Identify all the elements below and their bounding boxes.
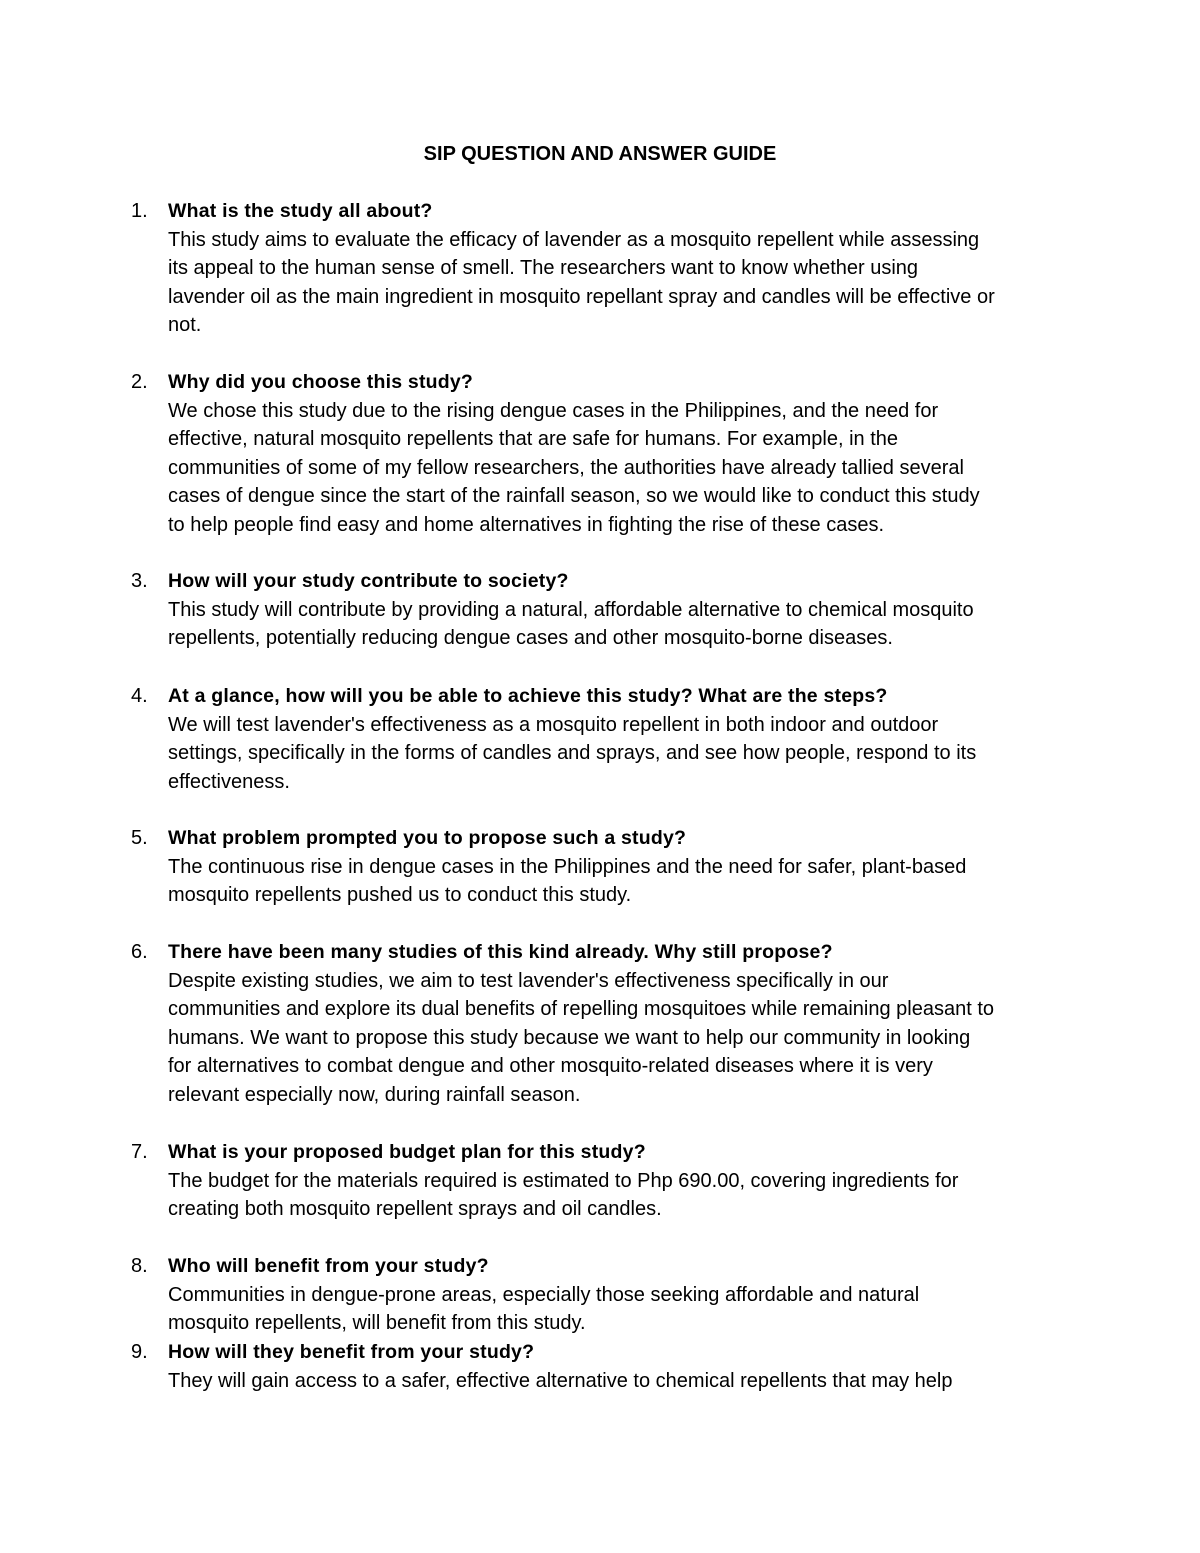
answer-line: communities of some of my fellow researchers, the authorities have already tallied several: [168, 456, 964, 479]
item-number: 6.: [131, 941, 148, 963]
qa-body: [168, 1138, 1068, 1224]
answer-line: This study aims to evaluate the efficacy of lavender as a mosquito repellent while assessing: [168, 228, 980, 251]
qa-body: [168, 824, 1068, 910]
qa-body: [168, 368, 1068, 540]
question-text: Who will benefit from your study?: [168, 1255, 489, 1277]
item-number: 7.: [131, 1141, 148, 1163]
answer-line: humans. We want to propose this study because we want to help our community in looking: [168, 1026, 971, 1049]
question-text: How will your study contribute to society?: [168, 570, 569, 592]
answer-line: not.: [168, 314, 202, 337]
qa-body: [168, 1338, 1068, 1395]
item-number: 8.: [131, 1255, 148, 1277]
question-text: What is the study all about?: [168, 200, 433, 222]
question-text: Why did you choose this study?: [168, 371, 474, 393]
answer-line: cases of dengue since the start of the rainfall season, so we would like to conduct this study: [168, 485, 980, 508]
item-number: 1.: [131, 200, 148, 222]
qa-body: [168, 938, 1068, 1110]
answer-line: effective, natural mosquito repellents that are safe for humans. For example, in the: [168, 428, 899, 451]
answer-line: mosquito repellents pushed us to conduct this study.: [168, 884, 632, 907]
document-title: SIP QUESTION AND ANSWER GUIDE: [423, 143, 777, 165]
answer-line: for alternatives to combat dengue and other mosquito-related diseases where it is very: [168, 1055, 933, 1078]
answer-text: [168, 1281, 1068, 1338]
answer-line: communities and explore its dual benefits of repelling mosquitoes while remaining pleasant to: [168, 998, 995, 1021]
qa-body: [168, 197, 1068, 340]
answer-text: [168, 853, 1068, 910]
question-text: What problem prompted you to propose such a study?: [168, 827, 687, 849]
answer-line: The budget for the materials required is estimated to Php 690.00, covering ingredients for: [168, 1169, 959, 1192]
question-text: At a glance, how will you be able to achieve this study? What are the steps?: [168, 685, 888, 707]
question-text: How will they benefit from your study?: [168, 1341, 535, 1363]
item-number: 4.: [131, 685, 148, 707]
answer-line: mosquito repellents, will benefit from this study.: [168, 1312, 586, 1335]
qa-body: [168, 567, 1068, 653]
answer-line: The continuous rise in dengue cases in the Philippines and the need for safer, plant-based: [168, 855, 967, 878]
answer-line: its appeal to the human sense of smell. The researchers want to know whether using: [168, 257, 919, 280]
answer-line: They will gain access to a safer, effective alternative to chemical repellents that may help: [168, 1369, 953, 1392]
qa-body: [168, 682, 1068, 796]
answer-text: [168, 397, 1068, 540]
question-text: There have been many studies of this kind already. Why still propose?: [168, 941, 833, 963]
answer-line: Despite existing studies, we aim to test lavender's effectiveness specifically in our: [168, 969, 889, 992]
answer-line: This study will contribute by providing a natural, affordable alternative to chemical mosquito: [168, 598, 974, 621]
answer-line: repellents, potentially reducing dengue cases and other mosquito-borne diseases.: [168, 627, 893, 650]
answer-text: [168, 1167, 1068, 1224]
answer-line: creating both mosquito repellent sprays and oil candles.: [168, 1198, 662, 1221]
answer-text: [168, 1367, 1068, 1396]
item-number: 3.: [131, 570, 148, 592]
answer-line: to help people find easy and home alternatives in fighting the rise of these cases.: [168, 513, 885, 536]
item-number: 5.: [131, 827, 148, 849]
answer-line: We will test lavender's effectiveness as a mosquito repellent in both indoor and outdoor: [168, 713, 939, 736]
answer-line: We chose this study due to the rising dengue cases in the Philippines, and the need for: [168, 399, 939, 422]
item-number: 2.: [131, 371, 148, 393]
answer-text: [168, 226, 1068, 340]
answer-text: [168, 967, 1068, 1110]
answer-text: [168, 711, 1068, 797]
answer-line: effectiveness.: [168, 770, 290, 793]
answer-line: Communities in dengue-prone areas, especially those seeking affordable and natural: [168, 1283, 920, 1306]
answer-line: relevant especially now, during rainfall season.: [168, 1083, 581, 1106]
answer-line: settings, specifically in the forms of candles and sprays, and see how people, respond to its: [168, 742, 977, 765]
answer-text: [168, 596, 1068, 653]
item-number: 9.: [131, 1341, 148, 1363]
question-text: What is your proposed budget plan for this study?: [168, 1141, 646, 1163]
answer-line: lavender oil as the main ingredient in mosquito repellant spray and candles will be effective or: [168, 285, 995, 308]
qa-body: [168, 1252, 1068, 1338]
